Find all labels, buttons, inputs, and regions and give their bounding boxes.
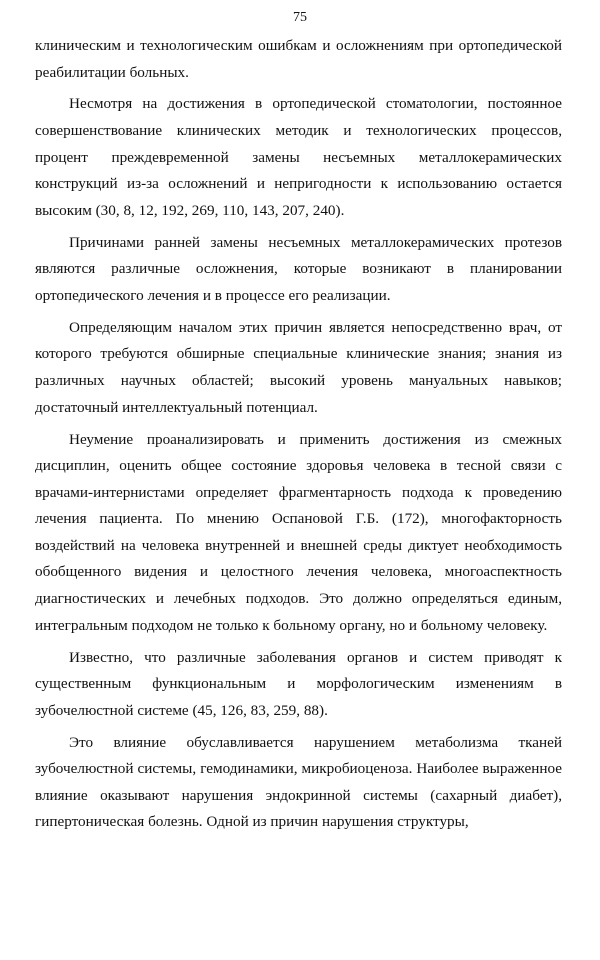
body-text [35, 33, 562, 836]
paragraph-influence: Это влияние обуславливается нарушением метаболизма тканей зубочелюстной системы, гемодинамики, микробиоценоза. Наиболее выраженное влияние оказывают нарушения эндокринной системы (сахарный диабет), гипертоническая болезнь. Одной из причин нарушения структуры, [35, 733, 562, 831]
paragraph-diseases: Известно, что различные заболевания органов и систем приводят к существенным функциональным и морфологическим изменениям в зубочелюстной системе (45, 126, 83, 259, 88). [35, 648, 562, 719]
paragraph-early-replacement: Причинами ранней замены несъемных металлокерамических протезов являются различные осложнения, которые возникают в планировании ортопедического лечения и в процессе его реализации. [35, 233, 562, 304]
paragraph-achievements: Несмотря на достижения в ортопедической стоматологии, постоянное совершенствование клинических методик и технологических процессов, процент преждевременной замены несъемных металлокерамических конструкций из-за осложнений и непригодности к использованию остается высоким (30, 8, 12, 192, 269, 110, 143, 207, 240). [35, 95, 562, 219]
paragraph-doctor: Определяющим началом этих причин является непосредственно врач, от которого требуются обширные специальные клинические знания; знания из различных научных областей; высокий уровень мануальных навыков; достаточный интеллектуальный потенциал. [35, 318, 562, 416]
paragraph-integral-approach: Неумение проанализировать и применить достижения из смежных дисциплин, оценить общее состояние здоровья человека в тесной связи с врачами-интернистами определяет фрагментарность подхода к проведению лечения пациента. По мнению Оспановой Г.Б. (172), многофакторность воздействий на человека внутренней и внешней среды диктует необходимость обобщенного видения и целостного лечения человека, многоаспектность диагностических и лечебных подходов. Это должно определяться единым, интегральным подходом не только к больному органу, но и больному человеку. [35, 430, 562, 634]
paragraph-continuation: клиническим и технологическим ошибкам и осложнениям при ортопедической реабилитации больных. [35, 37, 562, 81]
page-number: 75 [293, 10, 307, 25]
